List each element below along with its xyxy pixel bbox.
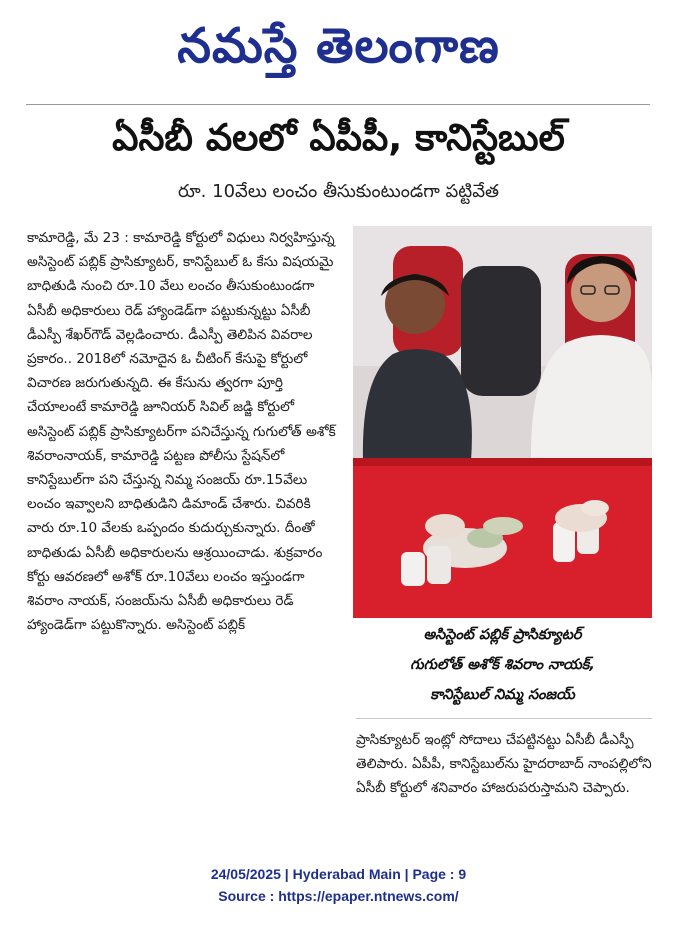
subheadline: రూ. 10వేలు లంచం తీసుకుంటుండగా పట్టివేత <box>177 181 500 202</box>
body-paragraph: కామారెడ్డి, మే 23 : కామారెడ్డి కోర్టులో విధులు నిర్వహిస్తున్న అసిస్టెంట్ పబ్లిక్ ప్రాసిక్యూటర్, కానిస్టేబుల్ ఓ కేసు విషయమై బాధితుడి నుంచి రూ.10 వేలు లంచం తీసుకుంటుండగా ఏసీబీ అధికారులు రెడ్ హ్యాండెడ్‌గా పట్టుకున్నట్టు ఏసీబీ డీఎస్పీ శేఖర్‌గౌడ్ వెల్లడించారు. డీఎస్పీ తెలిపిన వివరాల ప్రకారం.. 2018లో నమోదైన ఓ చీటింగ్ కేసుపై కోర్టులో విచారణ జరుగుతున్నది. ఈ కేసును త్వరగా పూర్తి చేయాలంటే కామారెడ్డి జూనియర్ సివిల్ జడ్జి కోర్టులో అసిస్టెంట్ పబ్లిక్ ప్రాసిక్యూటర్‌గా పనిచేస్తున్న గుగులోత్ అశోక్ శివరాంనాయక్, కామారెడ్డి పట్టణ పోలీసు స్టేషన్‌లో కానిస్టేబుల్‌గా పని చేస్తున్న నిమ్మ సంజయ్ రూ.15వేలు లంచం ఇవ్వాలని బాధితుడిని డిమాండ్ చేశారు. చివరికి వారు రూ.10 వేలకు ఒప్పందం కుదుర్చుకున్నారు. దీంతో బాధితుడు ఏసీబీ అధికారులను ఆశ్రయించాడు. శుక్రవారం కోర్టు ఆవరణలో అశోక్ రూ.10వేలు లంచం ఇస్తుండగా శివరాం నాయక్, సంజయ్‌ను ఏసీబీ అధికారులు రెడ్ హ్యాండెడ్‌గా పట్టుకొన్నారు. అసిస్టెంట్ పబ్లిక్ <box>27 230 336 634</box>
article-continuation <box>356 728 652 801</box>
masthead-divider <box>26 104 650 105</box>
article-body <box>27 226 340 637</box>
body-paragraph: ప్రాసిక్యూటర్ ఇంట్లో సోదాలు చేపట్టినట్టు ఏసీబీ డీఎస్పీ తెలిపారు. ఏపీపీ, కానిస్టేబుల్‌ను హైదరాబాద్ నాంపల్లిలోని ఏసీబీ కోర్టులో శనివారం హాజరుపరుస్తామని చెప్పారు. <box>356 732 652 797</box>
caption-line: కానిస్టేబుల్ నిమ్మ సంజయ్ <box>430 687 575 703</box>
headline: ఏసీబీ వలలో ఏపీపీ, కానిస్టేబుల్ <box>112 116 565 159</box>
photo-caption <box>353 620 652 710</box>
masthead-logo: నమస్తే తెలంగాణ <box>177 18 500 74</box>
footer-dateline: 24/05/2025 | Hyderabad Main | Page : 9 <box>210 866 467 882</box>
caption-divider <box>356 718 652 719</box>
caption-line: అసిస్టెంట్ పబ్లిక్ ప్రాసిక్యూటర్ <box>423 627 582 643</box>
footer-source: Source : https://epaper.ntnews.com/ <box>218 888 459 904</box>
news-photo <box>353 226 652 618</box>
caption-line: గుగులోత్ అశోక్ శివరాం నాయక్, <box>410 657 595 673</box>
